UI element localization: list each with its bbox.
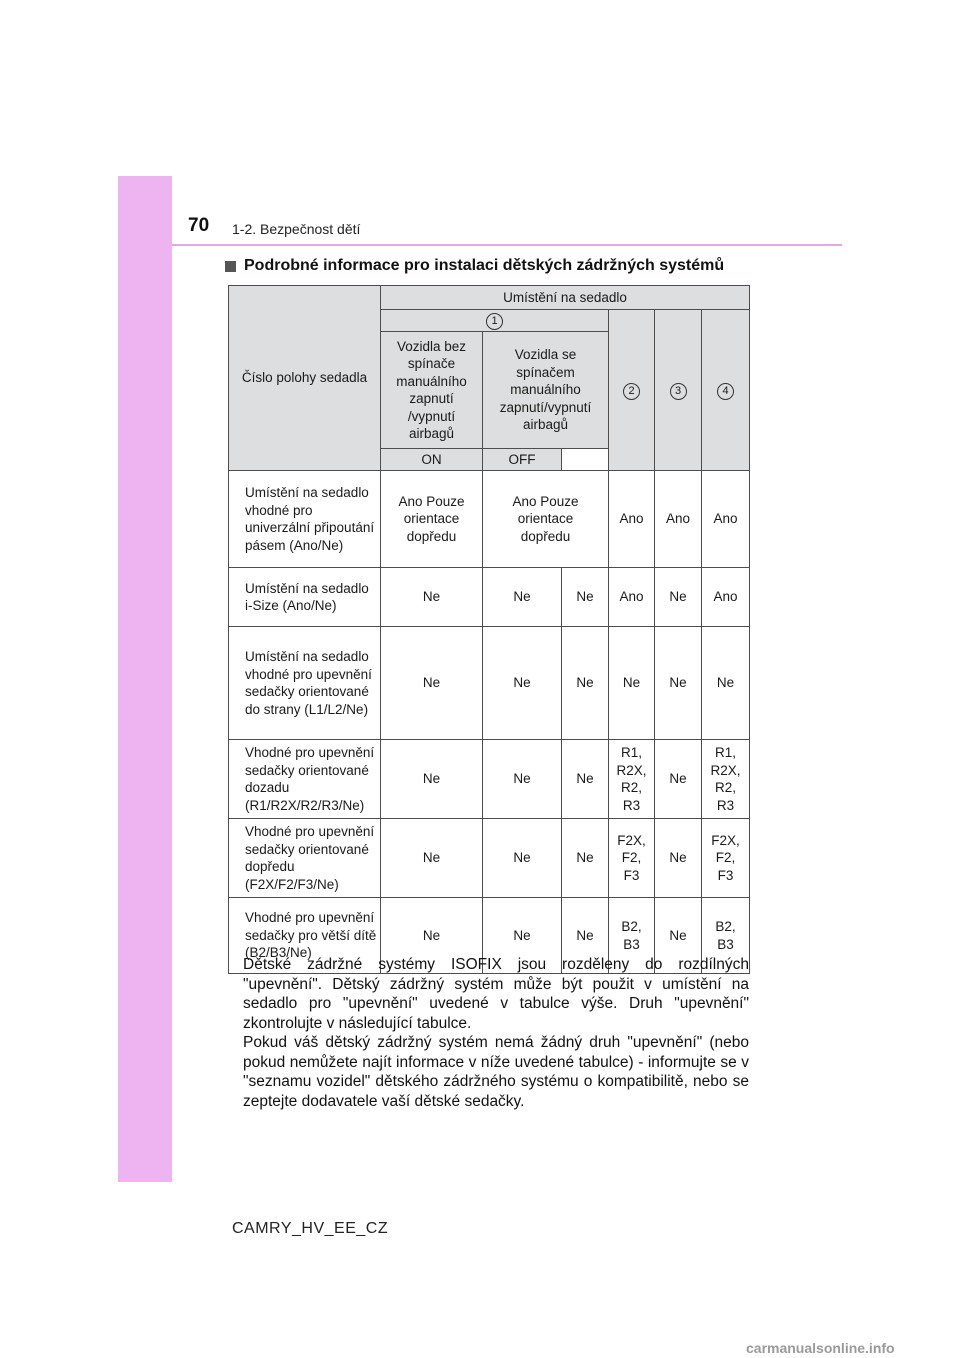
corner-header: Číslo polohy sedadla <box>229 286 381 471</box>
variant-without-switch: Vozidla bez spínače manuálního zapnutí /vypnutí airbagů <box>381 332 483 449</box>
table-cell: Ne <box>655 898 702 974</box>
subheading <box>225 257 724 275</box>
table-cell: Ano <box>655 471 702 568</box>
table-cell: Ne <box>562 819 609 898</box>
table-cell: Ne <box>655 740 702 819</box>
table-cell: R1, R2X, R2, R3 <box>609 740 655 819</box>
table-cell: Ne <box>562 898 609 974</box>
row-label: Umístění na sedadlo i-Size (Ano/Ne) <box>229 568 381 627</box>
table-cell: Ne <box>609 627 655 740</box>
side-tab-band <box>118 176 172 1182</box>
body-paragraph: Dětské zádržné systémy ISOFIX jsou rozděleny do rozdílných "upevnění". Dětský zádržný systém může být použit v umístění na sedadlo pro "upevnění" uvedené v tabulce výše. Druh "upevnění" zkontrolujte v následující tabulce. <box>243 956 749 1032</box>
row-label: Umístění na sedadlo vhodné pro upevnění sedačky orientované do strany (L1/L2/Ne) <box>229 627 381 740</box>
table-cell: Ano <box>609 568 655 627</box>
table-row <box>229 471 750 568</box>
position-3-marker: 3 <box>670 383 687 400</box>
seat-position-table <box>228 285 750 974</box>
table-cell: F2X, F2, F3 <box>702 819 750 898</box>
table-cell: Ne <box>483 819 562 898</box>
table-cell: Ano <box>609 471 655 568</box>
table-cell: Ne <box>655 627 702 740</box>
body-text <box>243 955 749 1111</box>
switch-off-header: OFF <box>483 449 562 471</box>
square-bullet-icon <box>225 261 236 272</box>
table-row <box>229 568 750 627</box>
subheading-text: Podrobné informace pro instalaci dětských zádržných systémů <box>244 257 725 274</box>
row-label: Vhodné pro upevnění sedačky orientované dozadu (R1/R2X/R2/R3/Ne) <box>229 740 381 819</box>
table-row <box>229 740 750 819</box>
watermark-logo: carmanualsonline.info <box>746 1340 895 1356</box>
table-cell: Ne <box>483 627 562 740</box>
section-title: 1-2. Bezpečnost dětí <box>232 221 361 237</box>
table-row <box>229 819 750 898</box>
row-label: Vhodné pro upevnění sedačky pro větší dítě (B2/B3/Ne) <box>229 898 381 974</box>
position-4-header <box>702 310 750 471</box>
table-cell: R1, R2X, R2, R3 <box>702 740 750 819</box>
table-cell: Ne <box>381 627 483 740</box>
page-number: 70 <box>188 215 210 236</box>
body-paragraph: Pokud váš dětský zádržný systém nemá žádný druh "upevnění" (nebo pokud nemůžete najít informace v níže uvedené tabulce) - informujte se v "seznamu vozidel" dětského zádržného systému o kompatibilitě, nebo se zeptejte dodavatele vaší dětské sedačky. <box>243 1034 749 1110</box>
table-cell: Ne <box>483 898 562 974</box>
table-cell: Ne <box>483 568 562 627</box>
table-cell: Ne <box>562 740 609 819</box>
position-1-marker: 1 <box>486 313 503 330</box>
table-cell: Ne <box>381 740 483 819</box>
position-1-header <box>381 310 609 332</box>
table-cell: Ne <box>381 898 483 974</box>
table-cell: Ano Pouze orientace dopředu <box>381 471 483 568</box>
document-code: CAMRY_HV_EE_CZ <box>232 1220 389 1237</box>
table-cell: Ne <box>483 740 562 819</box>
table-cell: Ano <box>702 471 750 568</box>
table-cell: Ne <box>655 568 702 627</box>
table-cell: Ne <box>562 568 609 627</box>
table-cell: Ne <box>655 819 702 898</box>
position-4-marker: 4 <box>717 383 734 400</box>
table-row <box>229 627 750 740</box>
variant-with-switch: Vozidla se spínačem manuálního zapnutí/vypnutí airbagů <box>483 332 609 449</box>
table-cell: Ne <box>381 819 483 898</box>
table-cell: Ano <box>702 568 750 627</box>
table-cell: B2, B3 <box>702 898 750 974</box>
position-2-header <box>609 310 655 471</box>
row-label: Vhodné pro upevnění sedačky orientované dopředu (F2X/F2/F3/Ne) <box>229 819 381 898</box>
row-label: Umístění na sedadlo vhodné pro univerzální připoutání pásem (Ano/Ne) <box>229 471 381 568</box>
position-2-marker: 2 <box>623 383 640 400</box>
table-cell: Ne <box>562 627 609 740</box>
seat-placement-header: Umístění na sedadlo <box>381 286 750 310</box>
table-cell: Ne <box>702 627 750 740</box>
table-cell: Ano Pouze orientace dopředu <box>483 471 609 568</box>
position-3-header <box>655 310 702 471</box>
switch-on-header: ON <box>381 449 483 471</box>
table-cell: B2, B3 <box>609 898 655 974</box>
table-cell: F2X, F2, F3 <box>609 819 655 898</box>
table-cell: Ne <box>381 568 483 627</box>
header-rule <box>172 244 842 246</box>
